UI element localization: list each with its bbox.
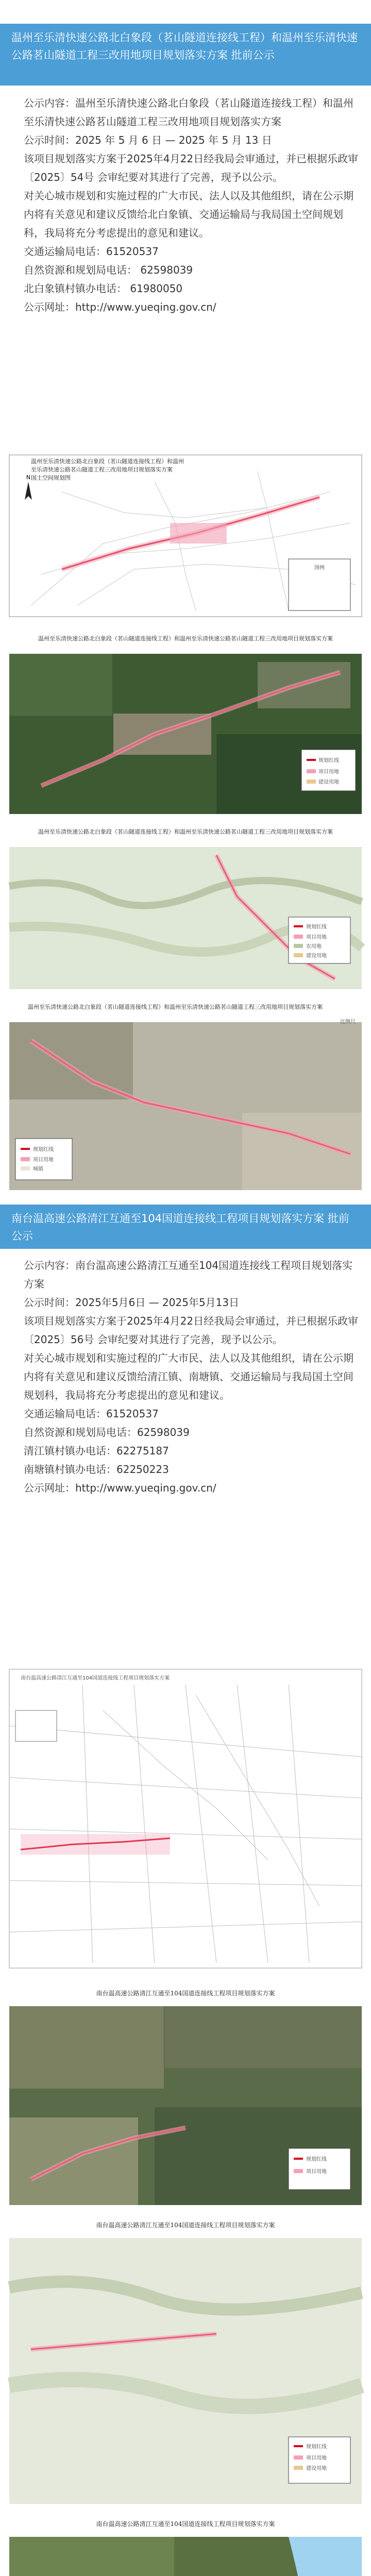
s2-fig3-legend-0: 规划红线 [306,2444,327,2450]
section1-contact-3: 公示网址：http://www.yueqing.gov.cn/ [24,301,216,313]
section2-title: 南台温高速公路清江互通至104国道连接线工程项目规划落实方案 批前公示 [11,1212,349,1242]
section2-contact-1: 自然资源和规划局电话：62598039 [24,1426,190,1438]
s1-fig2-title: 温州至乐清快速公路北白象段（茗山隧道连接线工程）和温州至乐清快速公路茗山隧道工程三改用地项目规划落实方案 [38,635,333,642]
section1-title: 温州至乐清快速公路北白象段（茗山隧道连接线工程）和温州至乐清快速公路茗山隧道工程三改用地项目规划落实方案 批前公示 [11,31,358,61]
s2-figure-1-map [0,1664,371,1973]
section1-time: 公示时间：2025 年 5 月 6 日 — 2025 年 5 月 13 日 [24,134,272,146]
section1-title-banner [0,24,371,86]
s1-figure-4-aerial [0,999,371,1190]
s2-fig3-legend-1: 项目用地 [306,2455,327,2461]
s1-fig4-corner: 比例尺 [340,1019,356,1025]
section2-contact-3: 南塘镇村镇办电话：62250223 [24,1463,169,1476]
s1-fig3-legend-2: 农用地 [306,944,322,950]
section2-contact-2: 清江镇村镇办电话：62275187 [24,1445,169,1457]
s2-fig2-title: 南台温高速公路清江互通至104国道连接线工程项目规划落实方案 [96,1990,275,1997]
s1-fig4-title: 温州至乐清快速公路北白象段（茗山隧道连接线工程）和温州至乐清快速公路茗山隧道工程三改用地项目规划落实方案 [28,1004,323,1010]
s1-fig2-legend-0: 规划红线 [318,758,339,764]
s1-fig2-svg [0,631,371,814]
section2-contact-0: 交通运输局电话：61520537 [24,1408,159,1420]
section1-body: 该项目规划落实方案于2025年4月22日经我局会审通过，并已根据乐政审〔2025〕54号 会审纪要对其进行了完善，现予以公示。 [24,152,359,183]
s1-fig2-legend-2: 建设用地 [318,779,339,785]
section1-note: 对关心城市规划和实施过程的广大市民、法人以及其他组织，请在公示期内将有关意见和建议反馈给北白象镇、交通运输局与我局国土空间规划科，我局将充分考虑提出的意见和建议。 [24,190,353,239]
section2-note: 对关心城市规划和实施过程的广大市民、法人以及其他组织，请在公示期内将有关意见和建议反馈给清江镇、南塘镇、交通运输局与我局国土空间规划科，我局将充分考虑提出的意见和建议。 [24,1352,353,1401]
svg-text:N: N [26,474,31,481]
s1-fig3-legend-0: 规划红线 [306,924,327,930]
s1-figure-1-map [0,451,371,621]
s1-figure-2-satellite [0,631,371,814]
s2-figure-4-aerial [0,2514,371,2576]
section2-time: 公示时间：2025年5月6日 — 2025年5月13日 [24,1296,240,1309]
s2-figure-2-satellite [0,1984,371,2205]
s2-fig3-legend-2: 建设用地 [306,2466,327,2471]
s2-fig3-title: 南台温高速公路清江互通至104国道连接线工程项目规划落实方案 [96,2222,275,2229]
section2-content: 公示内容：南台温高速公路清江互通至104国道连接线工程项目规划落实方案 [24,1259,353,1290]
s1-fig4-svg [0,999,371,1190]
section1-content: 公示内容：温州至乐清快速公路北白象段（茗山隧道连接线工程）和温州至乐清快速公路茗山隧道工程三改用地项目规划落实方案 [24,97,353,128]
section1-contact-2: 北白象镇村镇办电话： 61980050 [24,282,183,295]
s2-fig4-title: 南台温高速公路清江互通至104国道连接线工程项目规划落实方案 [96,2520,275,2528]
s2-figure-3-terrain [0,2215,371,2504]
s1-fig3-legend-1: 项目用地 [306,935,327,940]
section2-body: 该项目规划落实方案于2025年4月22日经我局会审通过，并已根据乐政审〔2025〕56号 会审纪要对其进行了完善，现予以公示。 [24,1315,359,1346]
s1-fig3-svg [0,824,371,989]
s1-fig4-legend-0: 规划红线 [33,1147,54,1153]
section2-contact-4: 公示网址：http://www.yueqing.gov.cn/ [24,1482,216,1494]
section2-text [11,1256,360,1497]
section1-text [11,94,360,316]
s1-fig3-legend-3: 建设用地 [306,953,327,959]
s1-fig3-title: 温州至乐清快速公路北白象段（茗山隧道连接线工程）和温州至乐清快速公路茗山隧道工程三改用地项目规划落实方案 [38,828,333,835]
s2-fig2-legend-0: 规划红线 [306,2157,327,2162]
s1-fig4-legend-2: 城镇 [33,1166,43,1172]
section2-title-banner [0,1205,371,1249]
s1-fig1-title: 温州至乐清快速公路北白象段（茗山隧道连接线工程）和温州至乐清快速公路茗山隧道工程三改用地项目规划落实方案 [31,458,184,473]
s2-fig1-svg [0,1664,371,1973]
section1-contact-0: 交通运输局电话：61520537 [24,245,159,258]
s1-fig2-legend-1: 项目用地 [318,769,339,775]
s1-fig1-subtitle: 国土空间规划图 [31,474,71,481]
s1-fig1-legend-title: 图例 [314,565,325,571]
s1-fig4-legend-1: 项目用地 [33,1157,54,1163]
s2-fig1-title: 南台温高速公路清江互通至104国道连接线工程项目规划落实方案 [21,1675,170,1681]
s1-figure-3-terrain [0,824,371,989]
section1-contact-1: 自然资源和规划局电话： 62598039 [24,264,193,276]
s2-fig2-legend-1: 项目用地 [306,2169,327,2175]
